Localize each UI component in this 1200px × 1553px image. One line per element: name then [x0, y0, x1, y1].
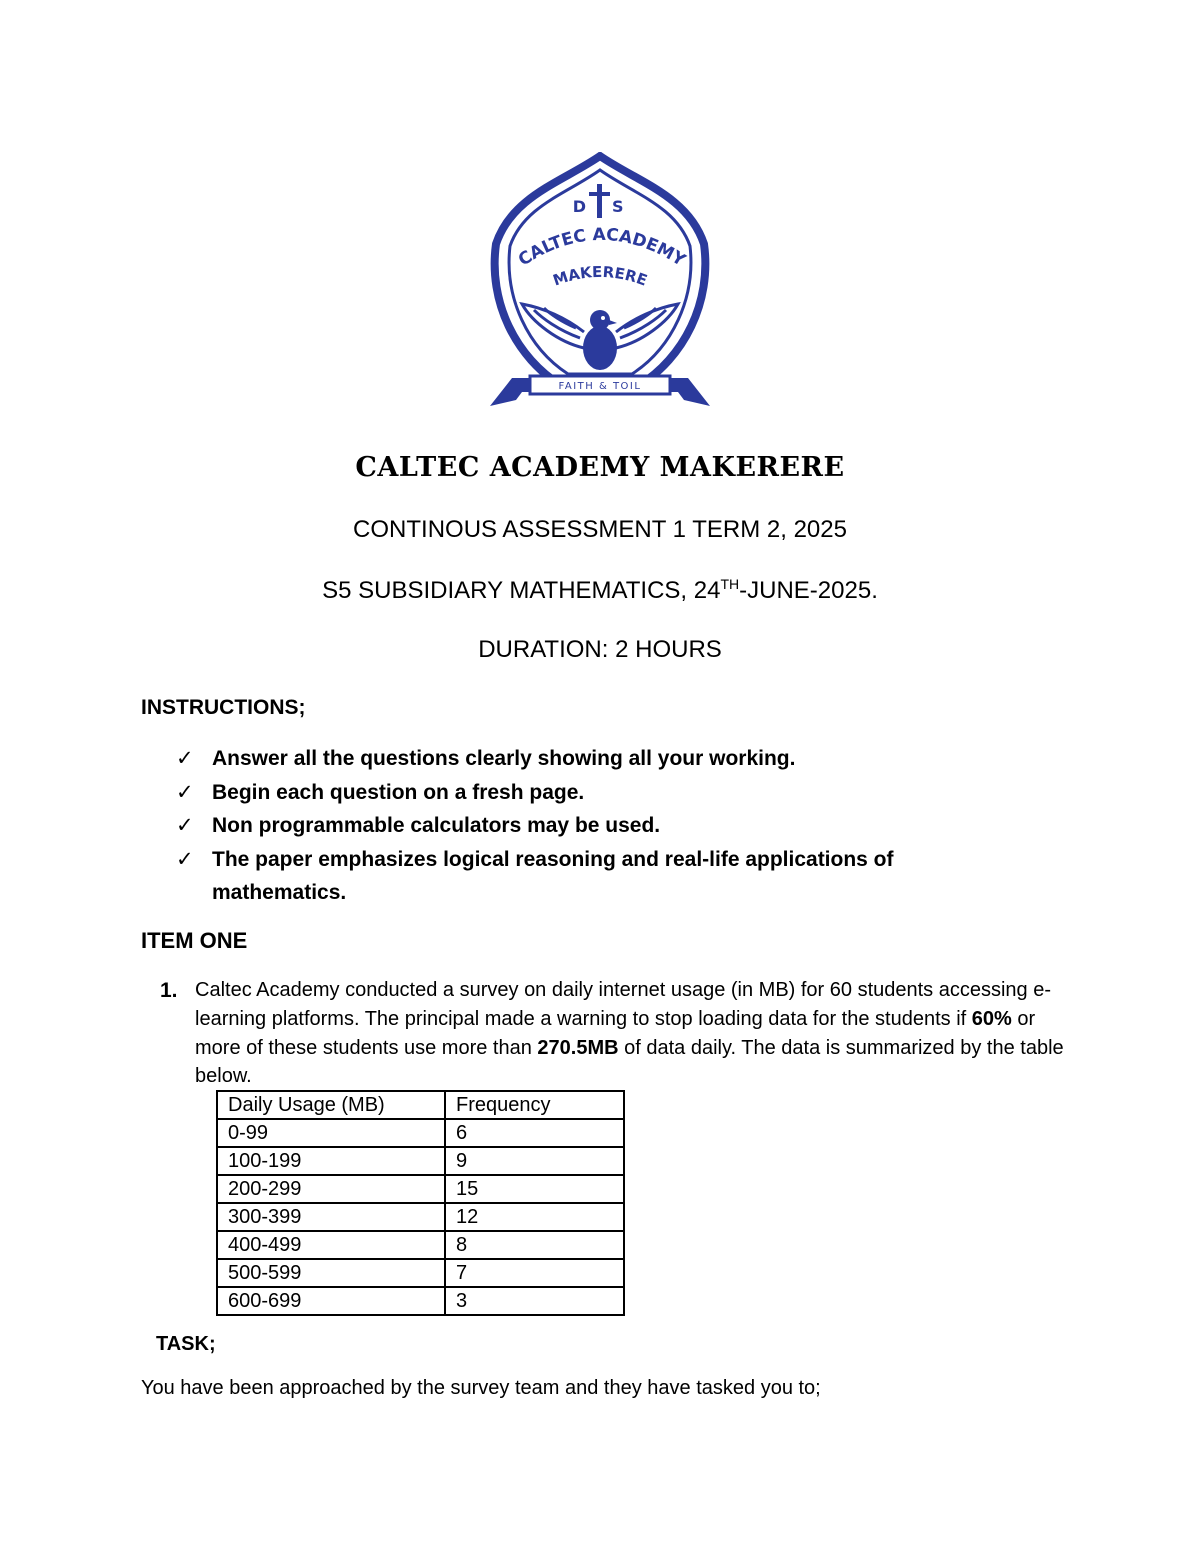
school-crest-logo: [488, 152, 712, 418]
column-header-usage: Daily Usage (MB): [217, 1091, 445, 1119]
school-name: CALTEC ACADEMY MAKERERE: [355, 452, 845, 483]
usage-cell: 0-99: [217, 1119, 445, 1147]
column-header-frequency: Frequency: [445, 1091, 624, 1119]
table-row: [217, 1287, 624, 1315]
threshold-percent: 60%: [971, 1007, 1012, 1030]
subject-suffix: -JUNE-2025.: [739, 577, 878, 604]
subject-prefix: S5 SUBSIDIARY MATHEMATICS, 24: [322, 577, 721, 604]
logo-initial-left: D: [572, 197, 586, 216]
logo-inner-text: MAKERERE: [550, 262, 650, 290]
threshold-mb: 270.5MB: [537, 1036, 619, 1059]
usage-cell: 200-299: [217, 1175, 445, 1203]
question-number: 1.: [160, 979, 178, 1002]
item-one-title: ITEM ONE: [141, 928, 248, 953]
frequency-cell: 7: [445, 1259, 624, 1287]
usage-cell: 500-599: [217, 1259, 445, 1287]
instructions-list: [176, 742, 1026, 910]
table-row: [217, 1175, 624, 1203]
usage-cell: 400-499: [217, 1231, 445, 1259]
bird-icon: [583, 310, 617, 370]
usage-cell: 100-199: [217, 1147, 445, 1175]
frequency-cell: 12: [445, 1203, 624, 1231]
instructions-title: INSTRUCTIONS;: [141, 696, 306, 719]
usage-cell: 600-699: [217, 1287, 445, 1315]
logo-motto: FAITH & TOIL: [558, 381, 642, 392]
usage-cell: 300-399: [217, 1203, 445, 1231]
frequency-cell: 3: [445, 1287, 624, 1315]
logo-ring-text: CALTEC ACADEMY: [514, 224, 689, 271]
checkmark-icon: ✓: [176, 847, 194, 871]
question-text-part: or more of these students use more than: [195, 1007, 1036, 1059]
table-row: [217, 1259, 624, 1287]
instruction-item: [176, 742, 1026, 776]
closing-sentence: You have been approached by the survey team and they have tasked you to;: [141, 1377, 821, 1399]
checkmark-icon: ✓: [176, 747, 194, 770]
question-text-part: of data daily. The data is summarized by the table below.: [195, 1036, 1064, 1088]
table-row: [217, 1231, 624, 1259]
frequency-cell: 9: [445, 1147, 624, 1175]
instruction-text: Begin each question on a fresh page.: [212, 780, 585, 804]
subject-line: [0, 576, 1200, 605]
table-row: [217, 1203, 624, 1231]
task-label: TASK;: [156, 1333, 216, 1355]
table-header-row: [217, 1091, 624, 1119]
frequency-cell: 6: [445, 1119, 624, 1147]
instruction-item: [176, 809, 1026, 843]
question-text: [195, 976, 1065, 1091]
instruction-text: The paper emphasizes logical reasoning and real-life applications of mathematics.: [212, 847, 894, 904]
frequency-table: [216, 1090, 625, 1316]
table-row: [217, 1119, 624, 1147]
checkmark-icon: ✓: [176, 814, 194, 837]
instruction-text: Non programmable calculators may be used.: [212, 814, 661, 837]
frequency-cell: 15: [445, 1175, 624, 1203]
checkmark-icon: ✓: [176, 780, 194, 804]
instruction-text: Answer all the questions clearly showing all your working.: [212, 747, 796, 770]
assessment-title: CONTINOUS ASSESSMENT 1 TERM 2, 2025: [353, 516, 847, 543]
instruction-item: [176, 843, 1026, 910]
subject-superscript: TH: [720, 576, 740, 592]
logo-initial-right: S: [612, 197, 624, 216]
motto-banner: [490, 376, 710, 406]
instruction-item: [176, 776, 1026, 810]
frequency-cell: 8: [445, 1231, 624, 1259]
table-row: [217, 1147, 624, 1175]
duration-line: DURATION: 2 HOURS: [478, 636, 722, 663]
question-text-part: Caltec Academy conducted a survey on daily internet usage (in MB) for 60 students accessing e-learning platforms. The principal made a warning to stop loading data for the students if: [195, 979, 1052, 1030]
